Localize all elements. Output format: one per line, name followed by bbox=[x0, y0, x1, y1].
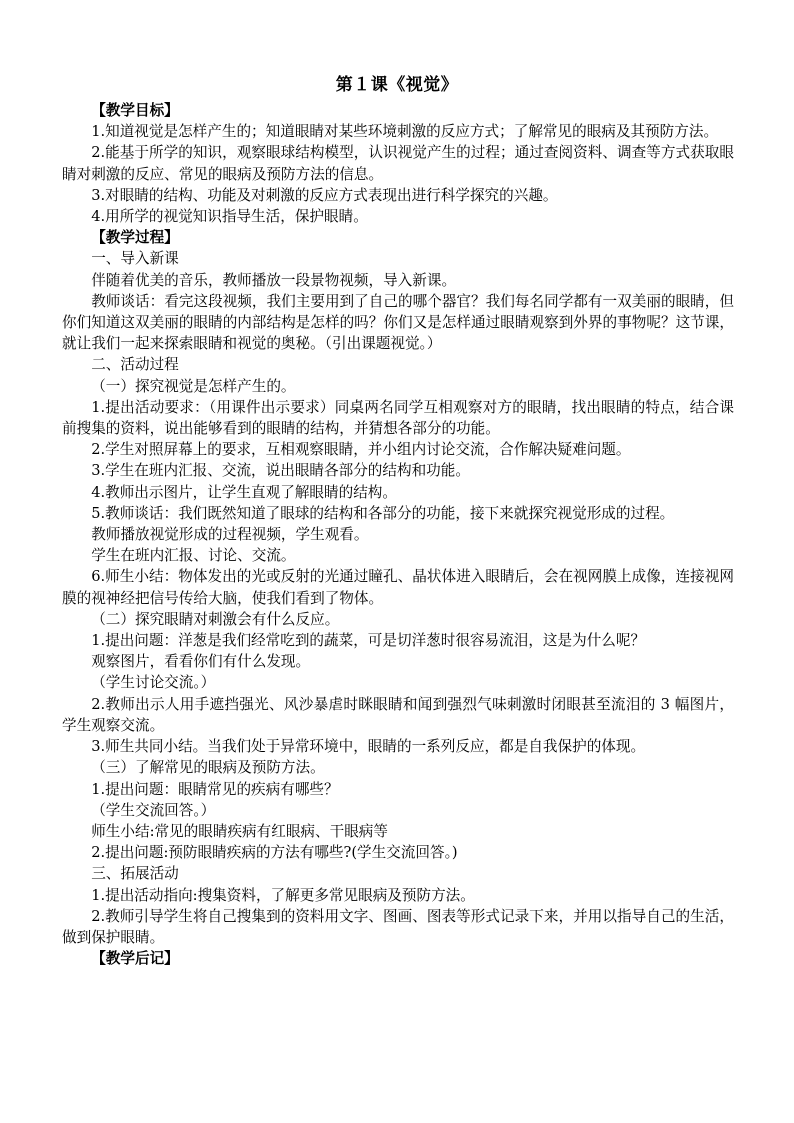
paragraph: 教师播放视觉形成的过程视频，学生观看。 bbox=[91, 526, 369, 544]
paragraph: 2.教师出示人用手遮挡强光、风沙暴虐时眯眼睛和闻到强烈气味刺激时闭眼甚至流泪的 3 幅图片，学生观察交流。 bbox=[62, 695, 734, 734]
paragraph: 三、拓展活动 bbox=[91, 865, 179, 883]
paragraph: （一）探究视觉是怎样产生的。 bbox=[91, 377, 296, 395]
paragraph: 3.对眼睛的结构、功能及对刺激的反应方式表现出进行科学探究的兴趣。 bbox=[91, 186, 558, 204]
paragraph: 2.学生对照屏幕上的要求，互相观察眼睛，并小组内讨论交流，合作解决疑难问题。 bbox=[91, 441, 631, 459]
section-heading: 【教学目标】 bbox=[91, 102, 179, 119]
paragraph: 3.师生共同小结。当我们处于异常环境中，眼睛的一系列反应，都是自我保护的体现。 bbox=[91, 738, 646, 756]
section-heading: 【教学后记】 bbox=[91, 950, 179, 968]
paragraph: （学生讨论交流。） bbox=[91, 674, 216, 692]
paragraph: 6.师生小结：物体发出的光或反射的光通过瞳孔、晶状体进入眼睛后，会在视网膜上成像，连接视网膜的视神经把信号传给大脑，使我们看到了物体。 bbox=[62, 568, 734, 607]
paragraph: 2.能基于所学的知识，观察眼球结构模型，认识视觉产生的过程；通过查阅资料、调查等方式获取眼睛对刺激的反应、常见的眼病及预防方法的信息。 bbox=[62, 144, 734, 183]
paragraph: 1.提出问题：洋葱是我们经常吃到的蔬菜，可是切洋葱时很容易流泪，这是为什么呢？ bbox=[91, 632, 646, 650]
paragraph: 1.提出活动要求：（用课件出示要求）同桌两名同学互相观察对方的眼睛，找出眼睛的特点，结合课前搜集的资料，说出能够看到的眼睛的结构，并猜想各部分的功能。 bbox=[62, 398, 734, 438]
paragraph: 二、活动过程 bbox=[91, 356, 179, 374]
paragraph: 4.教师出示图片，让学生直观了解眼睛的结构。 bbox=[91, 483, 397, 501]
paragraph: 1.知道视觉是怎样产生的；知道眼睛对某些环境刺激的反应方式；了解常见的眼病及其预防方法。 bbox=[91, 123, 719, 141]
paragraph: 观察图片，看看你们有什么发现。 bbox=[91, 653, 311, 671]
paragraph: 一、导入新课 bbox=[91, 250, 179, 268]
paragraph: 1.提出问题：眼睛常见的疾病有哪些？ bbox=[91, 780, 339, 798]
paragraph: （三）了解常见的眼病及预防方法。 bbox=[91, 759, 325, 777]
paragraph: 1.提出活动指向:搜集资料，了解更多常见眼病及预防方法。 bbox=[91, 886, 475, 904]
paragraph: 伴随着优美的音乐，教师播放一段景物视频，导入新课。 bbox=[91, 271, 457, 289]
section-heading: 【教学过程】 bbox=[91, 229, 179, 247]
paragraph: （二）探究眼睛对刺激会有什么反应。 bbox=[91, 610, 340, 628]
paragraph: 4.用所学的视觉知识指导生活，保护眼睛。 bbox=[91, 208, 368, 226]
paragraph: 师生小结:常见的眼睛疾病有红眼病、干眼病等 bbox=[91, 822, 388, 840]
paragraph: 2.教师引导学生将自己搜集到的资料用文字、图画、图表等形式记录下来，并用以指导自己的生活，做到保护眼睛。 bbox=[62, 907, 734, 946]
lesson-body bbox=[62, 100, 734, 969]
paragraph: 教师谈话：看完这段视频，我们主要用到了自己的哪个器官？我们每名同学都有一双美丽的眼睛，但你们知道这双美丽的眼睛的内部结构是怎样的吗？你们又是怎样通过眼睛观察到外界的事物呢？这节课，就让我们一起来探索眼睛和视觉的奥秘。（引出课题视觉。） bbox=[62, 292, 734, 353]
paragraph: 5.教师谈话：我们既然知道了眼球的结构和各部分的功能，接下来就探究视觉形成的过程。 bbox=[91, 504, 675, 522]
paragraph: 学生在班内汇报、讨论、交流。 bbox=[91, 547, 296, 565]
paragraph: 3.学生在班内汇报、交流，说出眼睛各部分的结构和功能。 bbox=[91, 462, 470, 480]
paragraph: 2.提出问题:预防眼睛疾病的方法有哪些?(学生交流回答。) bbox=[91, 844, 458, 862]
lesson-title: 第１课《视觉》 bbox=[335, 75, 459, 95]
paragraph: （学生交流回答。） bbox=[91, 801, 216, 819]
